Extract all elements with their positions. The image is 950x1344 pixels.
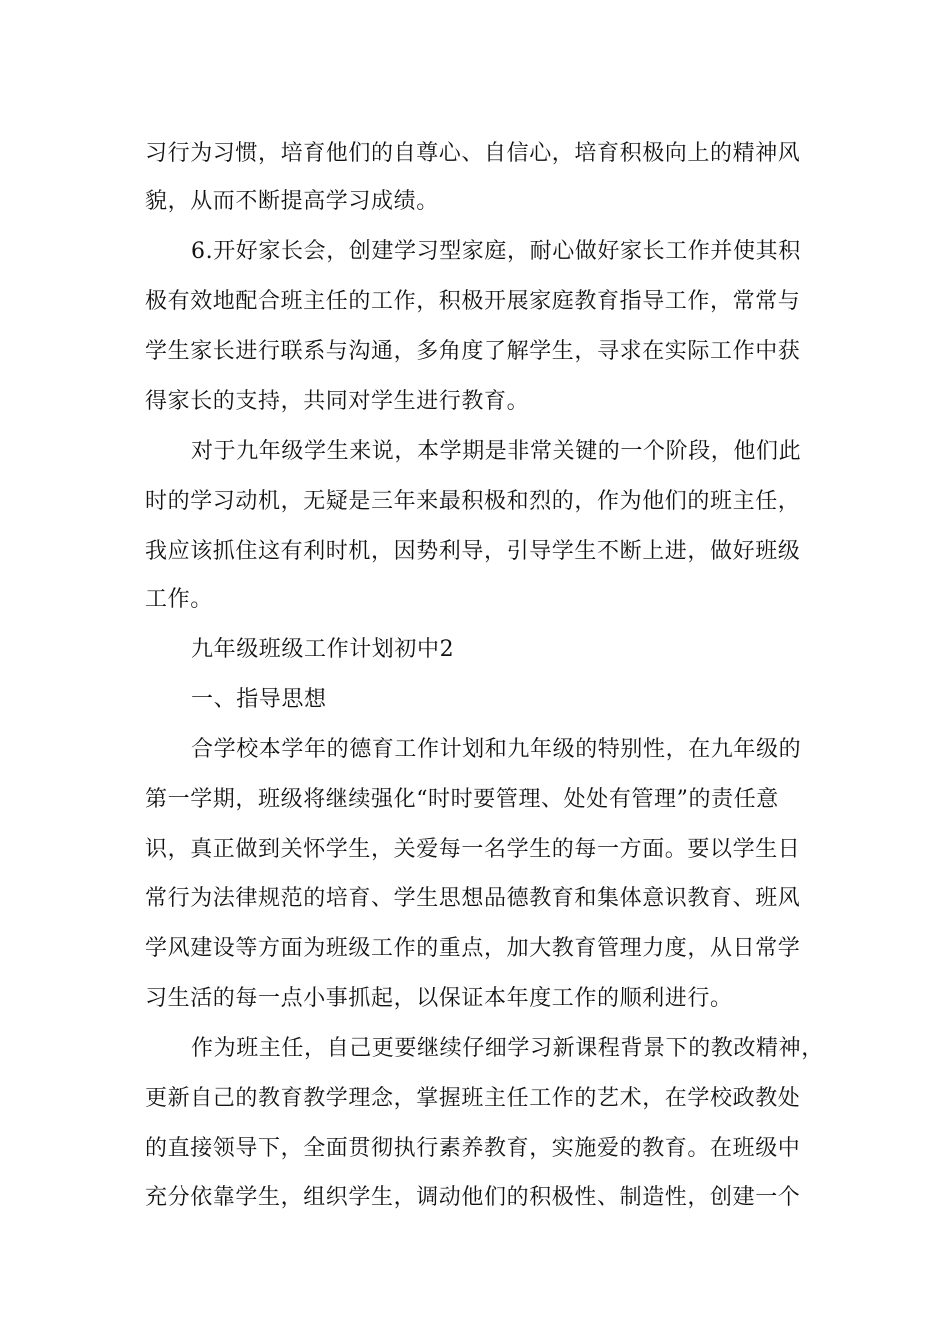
text-line: 工作。 (145, 587, 213, 612)
text-line: 第一学期，班级将继续强化“时时要管理、处处有管理”的责任意 (145, 787, 779, 812)
text-line: 学风建设等方面为班级工作的重点，加大教育管理力度，从日常学 (145, 936, 801, 961)
paragraph-first-line: 合学校本学年的德育工作计划和九年级的特别性，在九年级的 (191, 737, 802, 762)
section-title: 九年级班级工作计划初中2 (191, 637, 455, 662)
text-line: 习行为习惯，培育他们的自尊心、自信心，培育积极向上的精神风 (145, 141, 801, 166)
text-line: 学生家长进行联系与沟通，多角度了解学生，寻求在实际工作中获 (145, 339, 801, 364)
text-line: 貌，从而不断提高学习成绩。 (145, 189, 439, 214)
text-line: 时的学习动机，无疑是三年来最积极和烈的，作为他们的班主任， (145, 489, 801, 514)
paragraph-first-line: 6.开好家长会，创建学习型家庭，耐心做好家长工作并使其积 (191, 239, 801, 264)
text-line: 得家长的支持，共同对学生进行教育。 (145, 389, 530, 414)
text-line: 常行为法律规范的培育、学生思想品德教育和集体意识教育、班风 (145, 886, 801, 911)
text-line: 极有效地配合班主任的工作，积极开展家庭教育指导工作，常常与 (145, 289, 801, 314)
text-line: 识，真正做到关怀学生，关爱每一名学生的每一方面。要以学生日 (145, 837, 801, 862)
text-line: 充分依靠学生，组织学生，调动他们的积极性、制造性，创建一个 (145, 1185, 801, 1210)
text-line: 习生活的每一点小事抓起，以保证本年度工作的顺利进行。 (145, 986, 733, 1011)
paragraph-first-line: 作为班主任，自己更要继续仔细学习新课程背景下的教改精神， (191, 1036, 824, 1061)
text-line: 我应该抓住这有利时机，因势利导，引导学生不断上进，做好班级 (145, 539, 801, 564)
paragraph-first-line: 对于九年级学生来说，本学期是非常关键的一个阶段，他们此 (191, 439, 802, 464)
section-heading: 一、指导思想 (191, 687, 327, 712)
text-line: 更新自己的教育教学理念，掌握班主任工作的艺术，在学校政教处 (145, 1086, 801, 1111)
text-line: 的直接领导下，全面贯彻执行素养教育，实施爱的教育。在班级中 (145, 1136, 801, 1161)
